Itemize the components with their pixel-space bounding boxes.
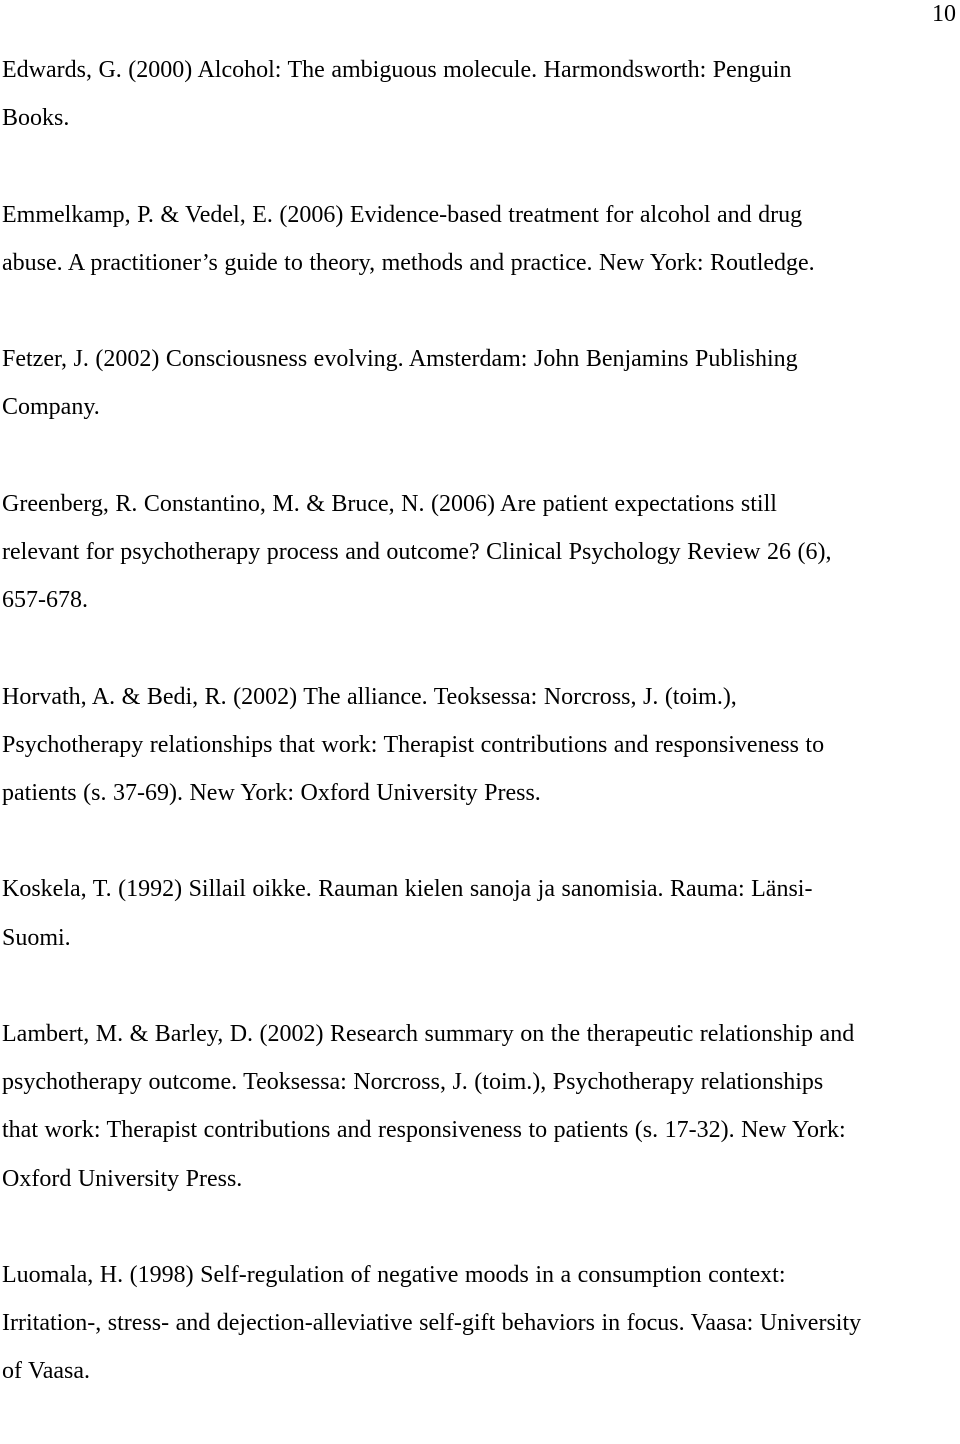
reference-line: Fetzer, J. (2002) Consciousness evolving. Amsterdam: John Benjamins Publishing: [2, 346, 798, 373]
reference-line: Lambert, M. & Barley, D. (2002) Research summary on the therapeutic relationship and: [2, 1020, 855, 1047]
reference-line: psychotherapy outcome. Teoksessa: Norcross, J. (toim.), Psychotherapy relationships: [2, 1069, 824, 1096]
reference-entry: [2, 1010, 950, 1203]
reference-line: Greenberg, R. Constantino, M. & Bruce, N. (2006) Are patient expectations still: [2, 490, 777, 517]
reference-entry: [2, 46, 950, 142]
reference-line: patients (s. 37-69). New York: Oxford University Press.: [2, 779, 541, 806]
reference-entry: [2, 673, 950, 818]
reference-line: Emmelkamp, P. & Vedel, E. (2006) Evidence-based treatment for alcohol and drug: [2, 201, 803, 228]
reference-entry: [2, 335, 950, 431]
reference-line: Books.: [2, 105, 70, 132]
reference-line: Company.: [2, 394, 100, 421]
reference-line: Luomala, H. (1998) Self-regulation of negative moods in a consumption context:: [2, 1261, 786, 1288]
reference-line: Irritation-, stress- and dejection-alleviative self-gift behaviors in focus. Vaasa: University: [2, 1310, 862, 1337]
reference-line: Horvath, A. & Bedi, R. (2002) The alliance. Teoksessa: Norcross, J. (toim.),: [2, 683, 737, 710]
reference-line: that work: Therapist contributions and responsiveness to patients (s. 17-32). New York:: [2, 1117, 846, 1144]
reference-line: abuse. A practitioner’s guide to theory, methods and practice. New York: Routledge.: [2, 249, 815, 276]
reference-entry: [2, 191, 950, 287]
reference-entry: [2, 1251, 950, 1396]
reference-line: Oxford University Press.: [2, 1165, 243, 1192]
reference-entry: [2, 480, 950, 625]
reference-line: Edwards, G. (2000) Alcohol: The ambiguous molecule. Harmondsworth: Penguin: [2, 57, 792, 83]
reference-line: Koskela, T. (1992) Sillail oikke. Rauman kielen sanoja ja sanomisia. Rauma: Länsi-: [2, 876, 813, 903]
page-number: 10: [932, 1, 956, 27]
reference-line: relevant for psychotherapy process and outcome? Clinical Psychology Review 26 (6),: [2, 538, 832, 565]
reference-entry: [2, 865, 950, 961]
reference-list: [2, 46, 950, 1444]
reference-line: Suomi.: [2, 924, 71, 951]
reference-line: of Vaasa.: [2, 1358, 91, 1385]
reference-line: 657-678.: [2, 587, 88, 614]
reference-line: Psychotherapy relationships that work: Therapist contributions and responsiveness to: [2, 731, 825, 758]
